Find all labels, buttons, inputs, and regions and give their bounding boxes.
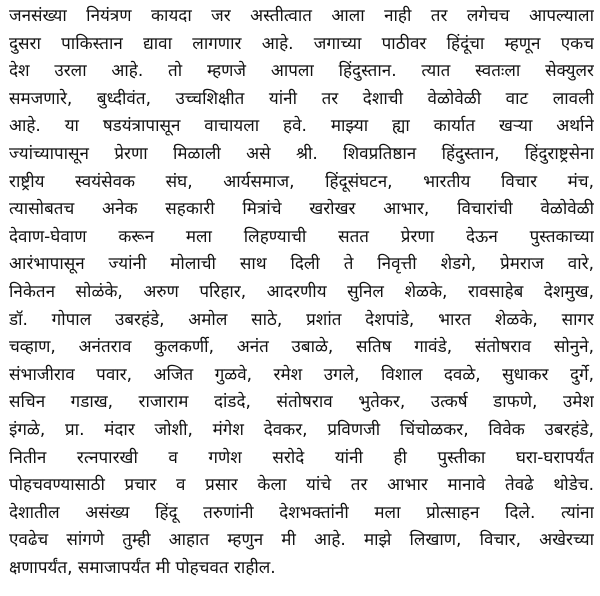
text-line: आहे. या षडयंत्रापासून वाचायला हवे. माझ्या ह्या कार्यात खऱ्या अर्थाने xyxy=(9,116,594,137)
text-line: देशातील असंख्य हिंदू तरुणांनी देशभक्तांनी मला प्रोत्साहन दिले. त्यांना xyxy=(9,502,594,523)
text-line: जनसंख्या नियंत्रण कायदा जर अस्तीत्वात आला नाही तर लगेचच आपल्याला xyxy=(9,6,594,26)
text-line: सचिन गडाख, राजाराम दांडदे, संतोषराव भुतेकर, उत्कर्ष डाफणे, उमेश xyxy=(9,392,594,413)
text-line: एवढेच सांगणे तुम्ही आहात म्हणुन मी आहे. माझे लिखाण, विचार, अखेरच्या xyxy=(9,530,594,551)
text-line: इंगळे, प्रा. मंदार जोशी, मंगेश देवकर, प्रविणजी चिंचोळकर, विवेक उबरहंडे, xyxy=(9,419,594,440)
text-line: दुसरा पाकिस्तान द्यावा लागणार आहे. जगाच्या पाठीवर हिंदूंचा म्हणून एकच xyxy=(9,33,594,54)
text-line: चव्हाण, अनंतराव कुलकर्णी, अनंत उबाळे, सतिष गावंडे, संतोषराव सोनुने, xyxy=(9,337,594,358)
text-line: देश उरला आहे. तो म्हणजे आपला हिंदुस्तान. त्यात स्वतःला सेक्युलर xyxy=(9,61,594,82)
text-line: डॉ. गोपाल उबरहंडे, अमोल साठे, प्रशांत देशपांडे, भारत शेळके, सागर xyxy=(9,309,594,330)
text-line: ज्यांच्यापासून प्रेरणा मिळाली असे श्री. शिवप्रतिष्ठान हिंदुस्तान, हिंदुराष्ट्रसेना xyxy=(9,143,594,164)
text-line: देवाण-घेवाण करून मला लिहण्याची सतत प्रेरणा देऊन पुस्तकाच्या xyxy=(9,226,594,247)
text-line: संभाजीराव पवार, अजित गुळवे, रमेश उगले, विशाल दवळे, सुधाकर दुर्गे, xyxy=(9,364,594,385)
text-line: नितीन रत्नपारखी व गणेश सरोदे यांनी ही पुस्तीका घरा-घरापर्यंत xyxy=(9,447,594,468)
text-line: त्यासोबतच अनेक सहकारी मित्रांचे खरोखर आभार, विचारांची वेळोवेळी xyxy=(9,199,594,220)
text-line: समजणारे, बुध्दीवंत, उच्चशिक्षीत यांनी तर देशाची वेळोवेळी वाट लावली xyxy=(9,88,594,109)
body-paragraph xyxy=(9,3,594,582)
text-line: क्षणापर्यंत, समाजापर्यंत मी पोहचवत राहील. xyxy=(9,557,276,578)
text-line: राष्ट्रीय स्वयंसेवक संघ, आर्यसमाज, हिंदूसंघटन, भारतीय विचार मंच, xyxy=(9,171,594,192)
text-line: निकेतन सोळंके, अरुण परिहार, आदरणीय सुनिल शेळके, रावसाहेब देशमुख, xyxy=(9,281,594,302)
text-line: आरंभापासून ज्यांनी मोलाची साथ दिली ते निवृत्ती शेडगे, प्रेमराज वारे, xyxy=(9,254,594,275)
text-line: पोहचवण्यासाठी प्रचार व प्रसार केला यांचे तर आभार मानावे तेवढे थोडेच. xyxy=(9,475,594,496)
